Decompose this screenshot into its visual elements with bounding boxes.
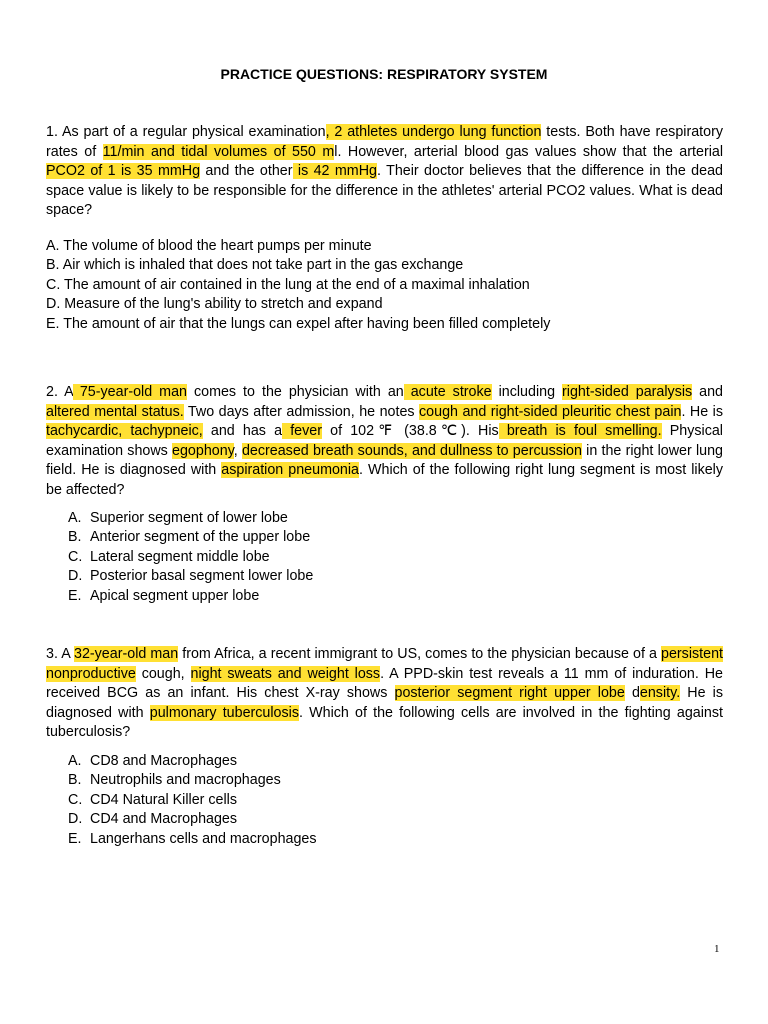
option-e <box>68 830 317 849</box>
option-a <box>68 509 313 528</box>
highlight: , 2 athletes undergo lung function <box>325 124 542 140</box>
highlight: night sweats and weight loss <box>190 665 381 682</box>
option-letter: D. <box>68 568 83 585</box>
highlight: decreased breath sounds, and dullness to percussion <box>241 442 582 459</box>
question-3-options <box>68 752 317 849</box>
option-letter: E. <box>68 587 82 604</box>
option-text: CD4 and Macrophages <box>90 811 238 828</box>
highlight: cough and right-sided pleuritic chest pain <box>419 403 682 420</box>
text: in the right lower lung field. He is diagnosed with <box>46 442 723 479</box>
highlight: egophony <box>172 442 234 459</box>
text: cough, <box>135 665 191 682</box>
highlight: is 42 mmHg <box>292 163 377 180</box>
text: including <box>491 384 563 400</box>
text: He is diagnosed with <box>46 685 723 721</box>
option-letter: E. <box>68 830 82 847</box>
highlight: 11/min and tidal volumes of 550 m <box>102 143 335 160</box>
highlight: pulmonary tuberculosis <box>149 704 299 721</box>
option-letter: C. <box>68 548 83 565</box>
question-1-options <box>46 237 550 334</box>
highlight: aspiration pneumonia <box>221 462 360 479</box>
option-text: CD8 and Macrophages <box>90 753 238 769</box>
option-letter: D. <box>68 811 83 828</box>
option-e <box>68 587 313 606</box>
text: 2. A <box>46 384 73 400</box>
question-1-stem <box>46 123 723 221</box>
highlight: tachycardic, tachypneic, <box>46 423 203 440</box>
option-d <box>68 567 313 586</box>
question-2-options <box>68 509 313 606</box>
option-text: Apical segment upper lobe <box>90 587 260 604</box>
option-a: A. The volume of blood the heart pumps per minute <box>46 238 372 254</box>
text: . Which of the following cells are involved in the fighting against tuberculosis? <box>46 704 723 741</box>
text: 1. As part of a regular physical examination <box>46 124 326 140</box>
option-d: D. Measure of the lung's ability to stretch and expand <box>46 296 383 313</box>
option-d <box>68 810 317 829</box>
option-text: CD4 Natural Killer cells <box>90 791 237 808</box>
text: of 102℉ (38.8℃). His <box>321 423 499 440</box>
option-text: Superior segment of lower lobe <box>90 510 288 526</box>
text: comes to the physician with an <box>186 384 404 400</box>
text: . Which of the following right lung segment is most likely be affected? <box>46 462 723 498</box>
text: 3. A <box>46 646 74 662</box>
question-2-stem <box>46 383 723 501</box>
text: and <box>692 384 724 400</box>
highlight: acute stroke <box>403 384 492 400</box>
text: Physical examination shows <box>46 423 723 459</box>
text: . He is <box>681 403 723 420</box>
text: from Africa, a recent immigrant to US, comes to the physician because of a <box>178 646 662 662</box>
option-text: Anterior segment of the upper lobe <box>90 529 311 546</box>
option-letter: C. <box>68 791 83 808</box>
option-c <box>68 548 313 567</box>
option-b: B. Air which is inhaled that does not take part in the gas exchange <box>46 257 464 274</box>
highlight: posterior segment right upper lobe <box>394 685 625 702</box>
option-text: Posterior basal segment lower lobe <box>90 568 314 585</box>
text: d <box>624 685 640 702</box>
text: and the other <box>200 163 293 180</box>
text: . Their doctor believes that the difference in the dead space value is likely to be responsible for the difference in the athletes' arterial PCO2 values. What is dead space? <box>46 163 723 219</box>
option-letter: A. <box>68 510 82 526</box>
highlight: fever <box>282 423 322 440</box>
option-letter: B. <box>68 772 82 789</box>
highlight: ensity. <box>639 685 681 702</box>
option-text: Neutrophils and macrophages <box>90 772 281 789</box>
option-c: C. The amount of air contained in the lung at the end of a maximal inhalation <box>46 276 530 293</box>
highlight: right-sided paralysis <box>562 384 693 400</box>
option-b <box>68 528 313 547</box>
option-text: Langerhans cells and macrophages <box>90 830 317 847</box>
text: , <box>233 442 242 459</box>
page-title: PRACTICE QUESTIONS: RESPIRATORY SYSTEM <box>220 66 548 82</box>
option-e: E. The amount of air that the lungs can expel after having been filled completely <box>46 315 551 332</box>
highlight: 75-year-old man <box>72 384 187 400</box>
text: and has a <box>202 423 283 440</box>
page-number: 1 <box>714 943 720 955</box>
option-a <box>68 752 317 771</box>
text: Two days after admission, he notes <box>183 403 420 420</box>
highlight: altered mental status. <box>46 403 184 420</box>
option-b <box>68 771 317 790</box>
option-text: Lateral segment middle lobe <box>90 548 270 565</box>
highlight: PCO2 of 1 is 35 mmHg <box>46 163 201 180</box>
option-c <box>68 791 317 810</box>
highlight: 32-year-old man <box>74 646 179 662</box>
highlight: breath is foul smelling. <box>498 423 662 440</box>
text: l. However, arterial blood gas values show that the arterial <box>334 143 724 160</box>
option-letter: A. <box>68 753 82 769</box>
text: tests. Both have respiratory rates of <box>46 124 723 160</box>
question-3-stem <box>46 645 723 743</box>
highlight: persistent nonproductive <box>46 646 723 682</box>
text: . A PPD-skin test reveals a 11 mm of induration. He received BCG as an infant. His chest X-ray shows <box>46 665 723 702</box>
option-letter: B. <box>68 529 82 546</box>
